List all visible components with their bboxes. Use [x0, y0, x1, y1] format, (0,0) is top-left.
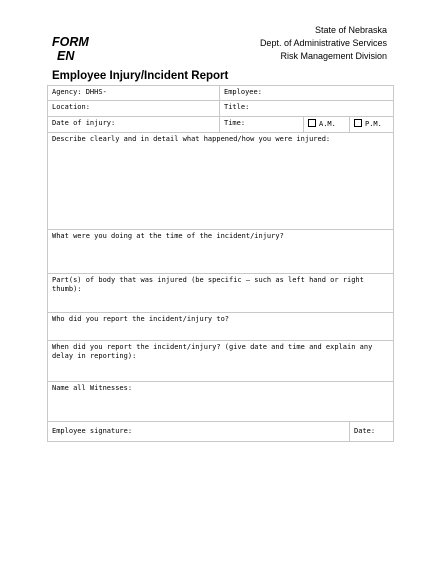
incident-form-table — [47, 85, 394, 442]
signature-label: Employee signature: — [52, 427, 133, 435]
location-field[interactable] — [48, 101, 220, 117]
reported-when-field[interactable] — [48, 341, 394, 382]
form-code-line1: FORM — [52, 35, 89, 49]
page-title: Employee Injury/Incident Report — [52, 70, 229, 82]
agency-line1: State of Nebraska — [314, 25, 387, 35]
agency-line2: Dept. of Administrative Services — [259, 38, 387, 48]
am-label: A.M. — [319, 120, 336, 128]
date-field[interactable] — [350, 422, 394, 442]
title-field[interactable] — [220, 101, 394, 117]
pm-option[interactable] — [350, 117, 394, 133]
agency-field[interactable] — [48, 86, 220, 101]
pm-checkbox[interactable] — [354, 119, 362, 127]
reported-to-label: Who did you report the incident/injury to? — [52, 315, 230, 323]
agency-label: Agency: DHHS- — [52, 88, 107, 96]
date-label: Date: — [354, 427, 376, 435]
location-label: Location: — [52, 103, 90, 111]
am-option[interactable] — [304, 117, 350, 133]
date-of-injury-field[interactable] — [48, 117, 220, 133]
describe-label: Describe clearly and in detail what happened/how you were injured: — [52, 135, 331, 143]
pm-label: P.M. — [365, 120, 382, 128]
body-parts-field[interactable] — [48, 274, 394, 313]
time-label: Time: — [224, 119, 246, 127]
body-parts-label: Part(s) of body that was injured (be specific – such as left hand or right thumb): — [52, 276, 364, 293]
doing-field[interactable] — [48, 230, 394, 274]
am-checkbox[interactable] — [308, 119, 316, 127]
date-of-injury-label: Date of injury: — [52, 119, 116, 127]
form-code — [52, 35, 89, 63]
time-field[interactable] — [220, 117, 304, 133]
agency-line3: Risk Management Division — [280, 51, 387, 61]
form-code-line2: EN — [57, 49, 75, 63]
reported-when-label: When did you report the incident/injury? (give date and time and explain any delay in reporting): — [52, 343, 373, 360]
title-label: Title: — [224, 103, 250, 111]
agency-block — [260, 24, 387, 63]
describe-field[interactable] — [48, 133, 394, 230]
employee-label: Employee: — [224, 88, 262, 96]
doing-label: What were you doing at the time of the incident/injury? — [52, 232, 284, 240]
witnesses-field[interactable] — [48, 382, 394, 422]
reported-to-field[interactable] — [48, 313, 394, 341]
employee-field[interactable] — [220, 86, 394, 101]
witnesses-label: Name all Witnesses: — [52, 384, 133, 392]
signature-field[interactable] — [48, 422, 350, 442]
